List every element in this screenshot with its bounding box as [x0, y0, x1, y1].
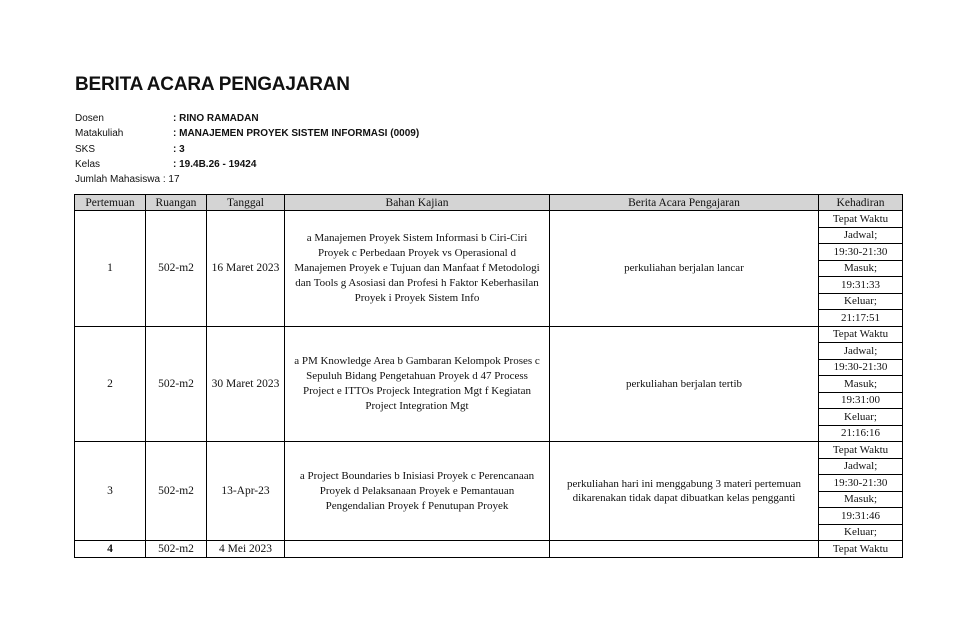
header-kehadiran: Kehadiran: [819, 195, 903, 211]
info-value: : 3: [173, 143, 185, 155]
cell-kehadiran: Masuk;: [819, 491, 903, 508]
cell-berita-acara: [550, 541, 819, 558]
cell-kehadiran: 19:30-21:30: [819, 244, 903, 261]
info-value: : RINO RAMADAN: [173, 113, 259, 124]
info-row-sks: [75, 142, 419, 157]
cell-bahan-kajian: a Manajemen Proyek Sistem Informasi b Ciri-Ciri Proyek c Perbedaan Proyek vs Operasional d Manajemen Proyek e Tujuan dan Manfaat f Metodologi dan Tools g Asosiasi dan Profesi h Faktor Keberhasilan Proyek i Proyek Sistem Info: [285, 211, 550, 327]
cell-berita-acara: perkuliahan berjalan tertib: [550, 326, 819, 442]
header-ruangan: Ruangan: [146, 195, 207, 211]
cell-ruangan: 502-m2: [146, 326, 207, 442]
table-row: [75, 326, 903, 343]
header-tanggal: Tanggal: [207, 195, 285, 211]
table-row: [75, 541, 903, 558]
info-row-dosen: [75, 111, 419, 126]
cell-berita-acara: perkuliahan berjalan lancar: [550, 211, 819, 327]
cell-ruangan: 502-m2: [146, 442, 207, 541]
cell-ruangan: 502-m2: [146, 211, 207, 327]
header-berita-acara: Berita Acara Pengajaran: [550, 195, 819, 211]
info-value: : MANAJEMEN PROYEK SISTEM INFORMASI (0009): [173, 128, 420, 140]
info-row-jumlah-mahasiswa: [75, 172, 419, 187]
info-label: Kelas: [75, 158, 101, 170]
cell-kehadiran: Jadwal;: [819, 227, 903, 244]
cell-bahan-kajian: a PM Knowledge Area b Gambaran Kelompok Proses c Sepuluh Bidang Pengetahuan Proyek d 47 Process Project e ITTOs Projeck Integration Mgt f Kegiatan Project Integration Mgt: [285, 326, 550, 442]
cell-kehadiran: Jadwal;: [819, 458, 903, 475]
document-title: BERITA ACARA PENGAJARAN: [75, 74, 350, 95]
cell-kehadiran: Tepat Waktu: [819, 326, 903, 343]
cell-tanggal: 16 Maret 2023: [207, 211, 285, 327]
cell-bahan-kajian: a Project Boundaries b Inisiasi Proyek c Perencanaan Proyek d Pelaksanaan Proyek e Pemantauan Pengendalian Proyek f Penutupan Proyek: [285, 442, 550, 541]
cell-kehadiran: 19:31:33: [819, 277, 903, 294]
cell-kehadiran: Tepat Waktu: [819, 541, 903, 558]
cell-tanggal: 13-Apr-23: [207, 442, 285, 541]
cell-kehadiran: 21:16:16: [819, 425, 903, 442]
cell-kehadiran: 19:30-21:30: [819, 359, 903, 376]
info-value: : 17: [162, 174, 180, 186]
cell-ruangan: 502-m2: [146, 541, 207, 558]
cell-kehadiran: 19:30-21:30: [819, 475, 903, 492]
table-row: [75, 442, 903, 459]
attendance-table: [74, 194, 903, 558]
table-header-row: [75, 195, 903, 211]
cell-pertemuan: 4: [75, 541, 146, 558]
info-row-matakuliah: [75, 126, 419, 141]
cell-berita-acara: perkuliahan hari ini menggabung 3 materi pertemuan dikarenakan tidak dapat dibuatkan kelas pengganti: [550, 442, 819, 541]
cell-kehadiran: 19:31:00: [819, 392, 903, 409]
course-info: [75, 111, 419, 187]
info-label: SKS: [75, 143, 96, 155]
cell-kehadiran: Jadwal;: [819, 343, 903, 360]
table-row: [75, 211, 903, 228]
cell-kehadiran: 19:31:46: [819, 508, 903, 525]
info-value: : 19.4B.26 - 19424: [173, 158, 257, 170]
cell-kehadiran: Tepat Waktu: [819, 442, 903, 459]
cell-tanggal: 4 Mei 2023: [207, 541, 285, 558]
header-pertemuan: Pertemuan: [75, 195, 146, 211]
cell-kehadiran: 21:17:51: [819, 310, 903, 327]
cell-kehadiran: Keluar;: [819, 409, 903, 426]
cell-kehadiran: Tepat Waktu: [819, 211, 903, 228]
cell-pertemuan: 1: [75, 211, 146, 327]
cell-kehadiran: Masuk;: [819, 260, 903, 277]
cell-kehadiran: Keluar;: [819, 524, 903, 541]
info-label: Dosen: [75, 113, 104, 124]
info-label: Matakuliah: [75, 128, 124, 140]
cell-tanggal: 30 Maret 2023: [207, 326, 285, 442]
cell-pertemuan: 2: [75, 326, 146, 442]
header-bahan-kajian: Bahan Kajian: [285, 195, 550, 211]
info-label: Jumlah Mahasiswa: [75, 174, 161, 186]
info-row-kelas: [75, 157, 419, 172]
cell-kehadiran: Keluar;: [819, 293, 903, 310]
cell-pertemuan: 3: [75, 442, 146, 541]
cell-bahan-kajian: [285, 541, 550, 558]
cell-kehadiran: Masuk;: [819, 376, 903, 393]
